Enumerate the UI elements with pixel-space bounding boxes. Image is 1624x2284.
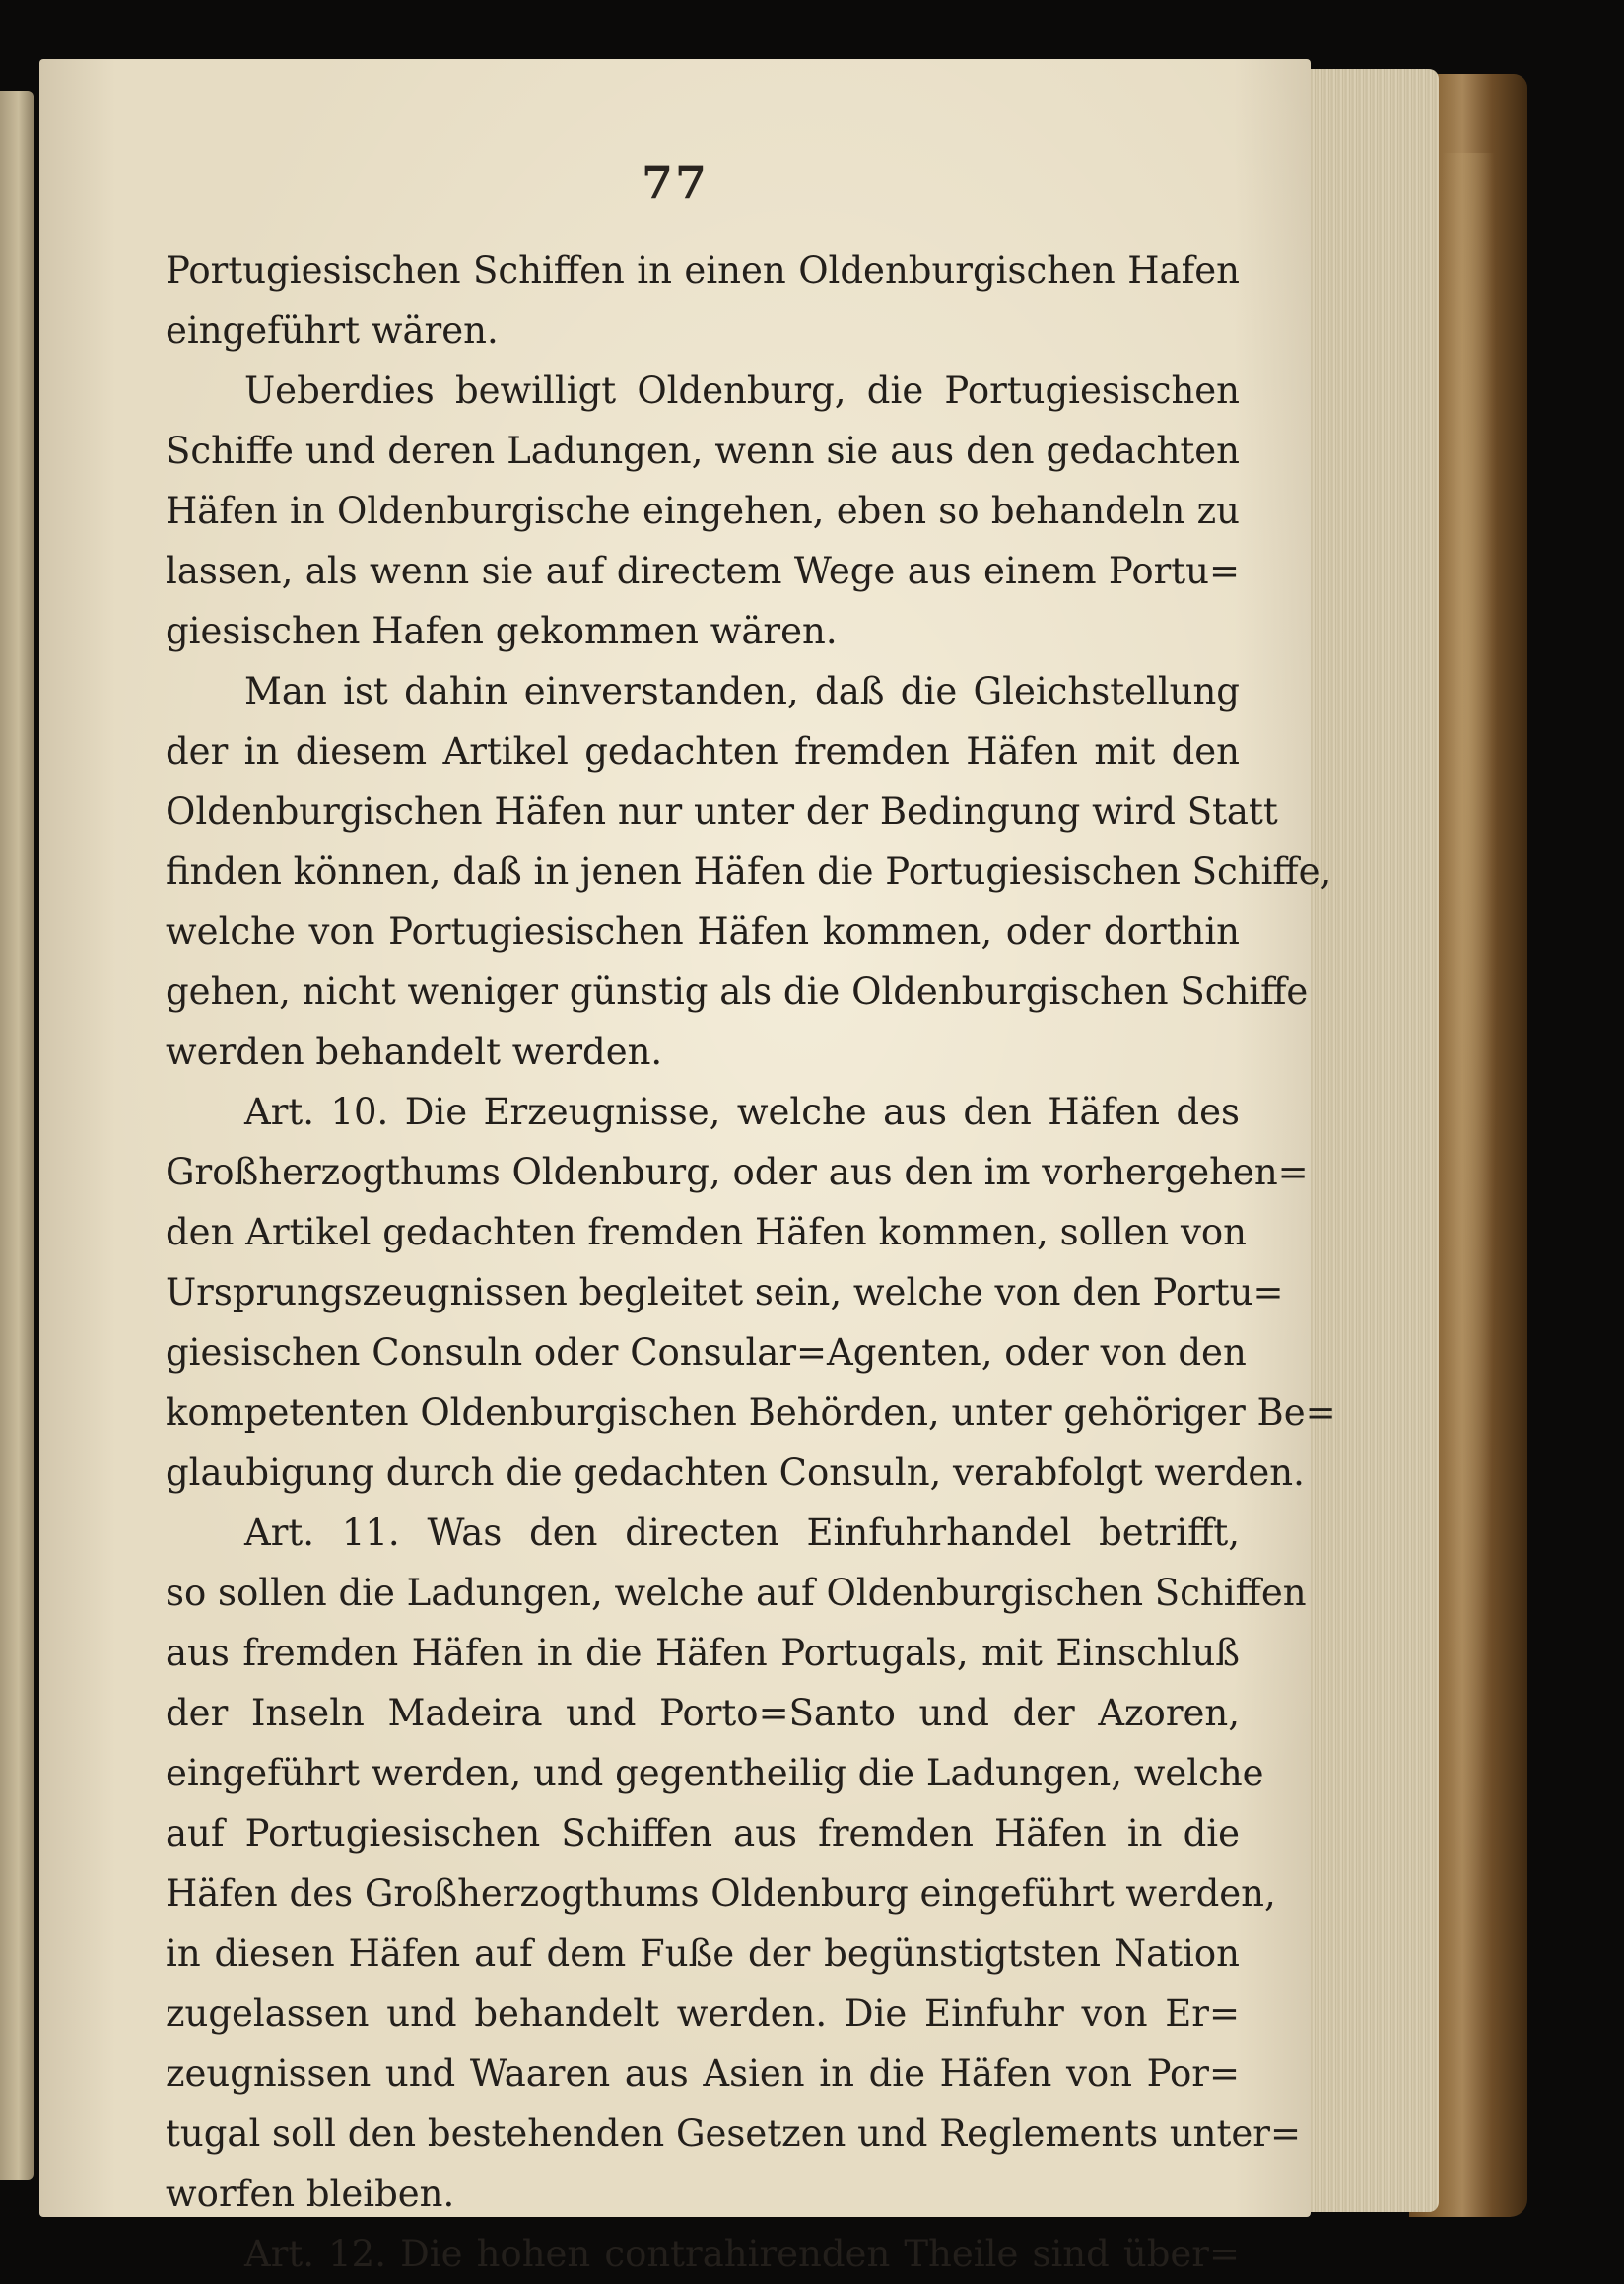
text-line: Portugiesischen Schiffen in einen Oldenburgischen Hafen: [166, 249, 1240, 292]
text-line: so sollen die Ladungen, welche auf Oldenburgischen Schiffen: [166, 1572, 1307, 1614]
text-line: den Artikel gedachten fremden Häfen kommen, sollen von: [166, 1211, 1248, 1253]
text-line: Man ist dahin einverstanden, daß die Gleichstellung: [244, 670, 1240, 712]
text-line: Großherzogthums Oldenburg, oder aus den im vorhergehen=: [166, 1151, 1309, 1193]
text-line: eingeführt wären.: [166, 309, 499, 352]
book-page: [39, 59, 1336, 2275]
text-line: Schiffe und deren Ladungen, wenn sie aus den gedachten: [166, 430, 1240, 472]
text-line: der in diesem Artikel gedachten fremden Häfen mit den: [166, 730, 1240, 773]
text-line: lassen, als wenn sie auf directem Wege aus einem Portu=: [166, 550, 1240, 592]
text-line: gehen, nicht weniger günstig als die Oldenburgischen Schiffe: [166, 971, 1309, 1013]
text-line: tugal soll den bestehenden Gesetzen und Reglements unter=: [166, 2113, 1301, 2155]
text-line: Ueberdies bewilligt Oldenburg, die Portugiesischen: [244, 369, 1240, 412]
text-line: zeugnissen und Waaren aus Asien in die Häfen von Por=: [166, 2052, 1240, 2095]
text-line: Häfen des Großherzogthums Oldenburg eingeführt werden,: [166, 1872, 1276, 1915]
text-line: kompetenten Oldenburgischen Behörden, unter gehöriger Be=: [166, 1391, 1336, 1434]
body-text: [166, 240, 1336, 2284]
text-line: Art. 10. Die Erzeugnisse, welche aus den Häfen des: [244, 1091, 1240, 1133]
text-line: Art. 11. Was den directen Einfuhrhandel betrifft,: [244, 1511, 1240, 1554]
text-line: worfen bleiben.: [166, 2173, 455, 2215]
text-line: Art. 12. Die hohen contrahirenden Theile sind über=: [244, 2233, 1240, 2275]
page-number: 77: [641, 156, 709, 209]
text-line: welche von Portugiesischen Häfen kommen, oder dorthin: [166, 910, 1240, 953]
text-line: Oldenburgischen Häfen nur unter der Bedingung wird Statt: [166, 790, 1278, 833]
text-line: aus fremden Häfen in die Häfen Portugals, mit Einschluß: [166, 1632, 1240, 1674]
text-line: werden behandelt werden.: [166, 1031, 663, 1073]
text-line: giesischen Hafen gekommen wären.: [166, 610, 838, 652]
text-line: giesischen Consuln oder Consular=Agenten, oder von den: [166, 1331, 1247, 1374]
text-line: Ursprungszeugnissen begleitet sein, welche von den Portu=: [166, 1271, 1284, 1313]
text-line: eingeführt werden, und gegentheilig die Ladungen, welche: [166, 1752, 1264, 1794]
previous-page-edge: [0, 91, 34, 2180]
text-line: zugelassen und behandelt werden. Die Einfuhr von Er=: [166, 1992, 1240, 2035]
text-line: Häfen in Oldenburgische eingehen, eben so behandeln zu: [166, 490, 1240, 532]
text-line: in diesen Häfen auf dem Fuße der begünstigtsten Nation: [166, 1932, 1240, 1975]
text-line: glaubigung durch die gedachten Consuln, verabfolgt werden.: [166, 1451, 1305, 1494]
text-line: auf Portugiesischen Schiffen aus fremden Häfen in die: [166, 1812, 1240, 1854]
text-line: der Inseln Madeira und Porto=Santo und der Azoren,: [166, 1692, 1240, 1734]
text-line: finden können, daß in jenen Häfen die Portugiesischen Schiffe,: [166, 850, 1332, 893]
